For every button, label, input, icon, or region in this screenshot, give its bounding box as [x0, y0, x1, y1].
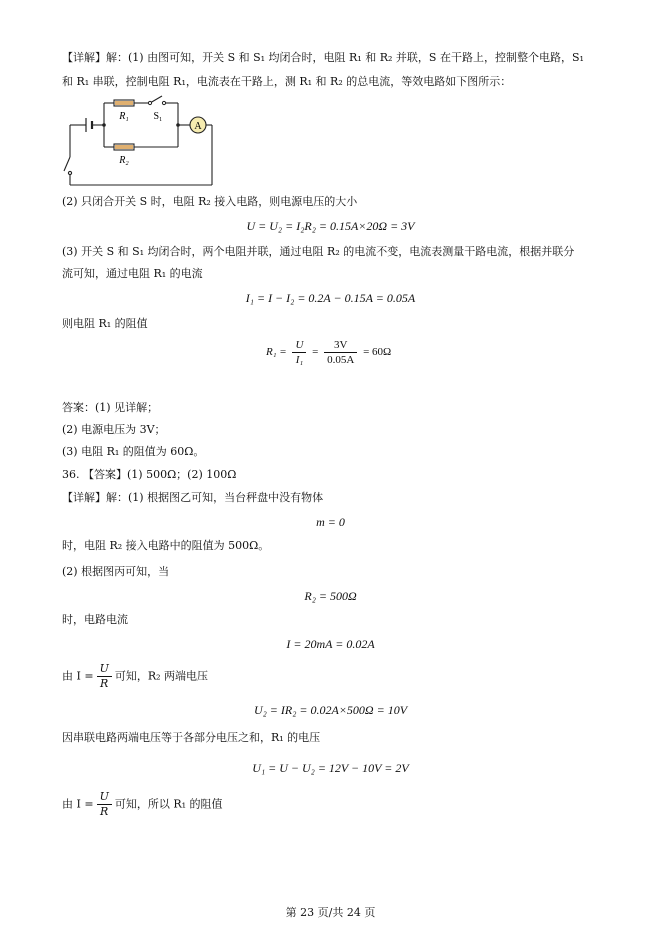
paragraph: (3) 开关 S 和 S₁ 均闭合时，两个电阻并联，通过电阻 R₂ 的电流不变，电流表测量干路电流，根据并联分	[62, 245, 575, 258]
fraction	[97, 790, 112, 819]
denominator: 0.05A	[327, 354, 355, 366]
eq-lhs: R₁ =	[266, 346, 287, 359]
numerator: 3V	[324, 338, 357, 353]
text: 可知，所以 R₁ 的阻值	[114, 797, 223, 811]
text: 可知，R₂ 两端电压	[114, 669, 209, 683]
question-header: 36. 【答案】(1) 500Ω；(2) 100Ω	[62, 468, 237, 481]
equation: R₂ = 500Ω	[304, 589, 357, 603]
denominator: R	[100, 805, 109, 818]
answer-line: (3) 电阻 R₁ 的阻值为 60Ω。	[62, 445, 205, 458]
text: 由 I =	[62, 797, 94, 811]
circuit-diagram	[58, 93, 218, 189]
equation: m = 0	[316, 515, 345, 529]
denominator: R	[100, 677, 109, 690]
numerator: U	[292, 338, 306, 353]
denominator: I₁	[295, 354, 304, 366]
r2-label: R₂	[119, 155, 129, 166]
equals: =	[312, 346, 319, 359]
numerator: U	[97, 662, 112, 677]
paragraph: (2) 根据图丙可知，当	[62, 565, 170, 578]
equation: U₂ = IR₂ = 0.02A×500Ω = 10V	[253, 703, 408, 717]
eq-rhs: = 60Ω	[363, 346, 392, 359]
equation: U = U₂ = I₂R₂ = 0.15A×20Ω = 3V	[246, 219, 415, 233]
r1-label: R₁	[119, 111, 129, 122]
paragraph	[62, 790, 223, 819]
paragraph: 时，电阻 R₂ 接入电路中的阻值为 500Ω。	[62, 539, 270, 552]
ammeter-label: A	[194, 121, 202, 132]
paragraph: 流可知，通过电阻 R₁ 的电流	[62, 267, 203, 280]
numerator: U	[97, 790, 112, 805]
text: 由 I =	[62, 669, 94, 683]
answer-line: 答案：(1) 见详解；	[62, 401, 159, 414]
paragraph: 【详解】解：(1) 根据图乙可知，当台秤盘中没有物体	[62, 491, 324, 504]
fraction	[97, 662, 112, 691]
equation: I₁ = I − I₂ = 0.2A − 0.15A = 0.05A	[245, 291, 416, 305]
paragraph: 时，电路电流	[62, 613, 128, 626]
paragraph: 【详解】解：(1) 由图可知，开关 S 和 S₁ 均闭合时，电阻 R₁ 和 R₂ 并联，S 在干路上，控制整个电路，S₁	[62, 51, 584, 64]
fraction-equation	[266, 338, 391, 367]
paragraph	[62, 662, 208, 691]
paragraph: 因串联电路两端电压等于各部分电压之和，R₁ 的电压	[62, 731, 321, 744]
page-footer: 第 23 页/共 24 页	[285, 906, 376, 919]
s1-label: S₁	[153, 111, 163, 122]
fraction	[324, 338, 357, 367]
paragraph: 则电阻 R₁ 的阻值	[62, 317, 148, 330]
equation: I = 20mA = 0.02A	[286, 637, 375, 651]
fraction	[292, 338, 306, 367]
paragraph: 和 R₁ 串联，控制电阻 R₁，电流表在干路上，测 R₁ 和 R₂ 的总电流，等效电路如下图所示：	[62, 75, 512, 88]
paragraph: (2) 只闭合开关 S 时，电阻 R₂ 接入电路，则电源电压的大小	[62, 195, 358, 208]
equation: U₁ = U − U₂ = 12V − 10V = 2V	[252, 761, 409, 775]
answer-line: (2) 电源电压为 3V；	[62, 423, 166, 436]
